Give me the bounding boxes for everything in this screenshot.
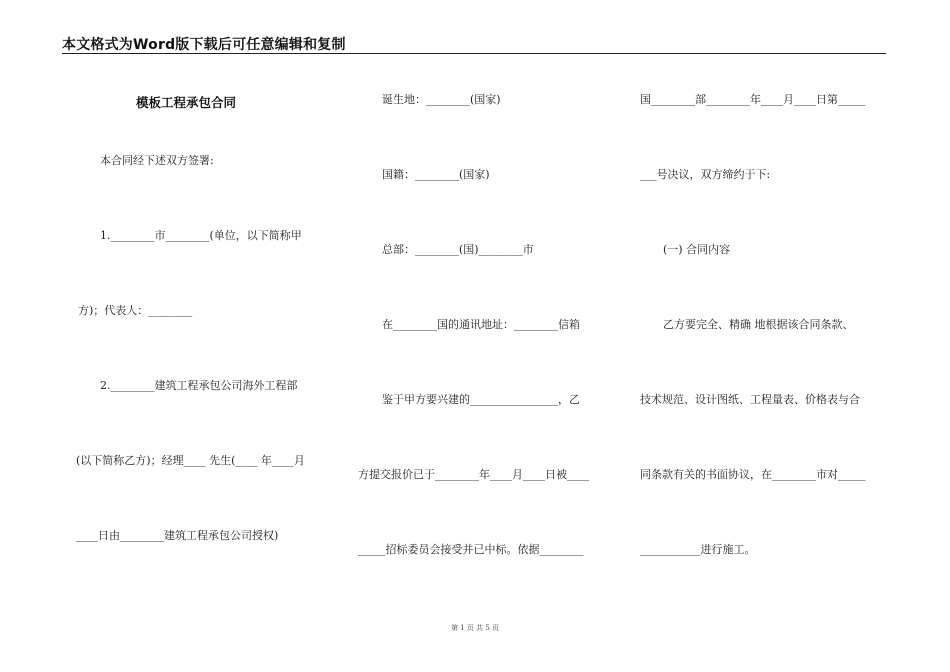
text-line: 1.________市________(单位，以下简称甲 [100, 229, 302, 242]
page-number: 第 1 页 共 5 页 [450, 624, 500, 632]
text-line: ____日由________建筑工程承包公司授权) [76, 529, 279, 542]
text-line: 国籍：________(国家) [382, 168, 490, 181]
text-line: ___________进行施工。 [640, 543, 756, 556]
text-line: 方)；代表人：________ [78, 304, 193, 317]
text-line: 在________国的通讯地址：________信箱 [382, 318, 580, 331]
text-line: 同条款有关的书面协议，在________市对_____ [640, 468, 866, 481]
text-line: 诞生地：________(国家) [382, 93, 501, 106]
text-line: 鉴于甲方要兴建的________________，乙 [382, 393, 580, 406]
document-header-title: 本文格式为Word版下载后可任意编辑和复制 [62, 37, 346, 53]
section-heading: (一) 合同内容 [663, 243, 731, 256]
text-line: _____招标委员会接受并已中标。依据________ [358, 543, 584, 556]
contract-title: 模板工程承包合同 [136, 95, 237, 110]
header-divider [62, 53, 886, 54]
text-line: 技术规范、设计图纸、工程量表、价格表与合 [640, 393, 860, 406]
text-line: ___号决议，双方缔约于下: [640, 168, 771, 181]
text-line: (以下简称乙方)；经理____ 先生(____ 年____月 [76, 454, 305, 467]
text-line: 本合同经下述双方签署: [100, 154, 214, 167]
text-line: 2.________建筑工程承包公司海外工程部 [100, 379, 298, 392]
text-line: 乙方要完全、精确 地根据该合同条款、 [663, 318, 854, 331]
text-line: 方提交报价已于________年____月____日被____ [358, 468, 589, 481]
text-line: 总部：________(国)________市 [382, 243, 534, 256]
text-line: 国________部________年____月____日第_____ [640, 93, 866, 106]
